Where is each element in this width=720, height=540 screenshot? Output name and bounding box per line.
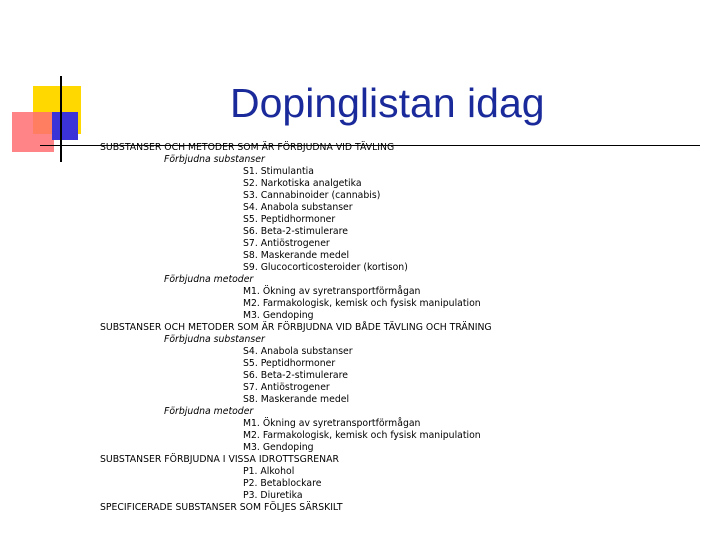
list-item: S5. Peptidhormoner <box>243 358 336 369</box>
list-item: S2. Narkotiska analgetika <box>243 178 362 189</box>
list-item: M2. Farmakologisk, kemisk och fysisk manipulation <box>243 298 481 309</box>
list-item: S9. Glucocorticosteroider (kortison) <box>243 262 408 273</box>
list-item: M2. Farmakologisk, kemisk och fysisk manipulation <box>243 430 481 441</box>
section-heading: SPECIFICERADE SUBSTANSER SOM FÖLJES SÄRSKILT <box>100 502 343 513</box>
list-item: S6. Beta-2-stimulerare <box>243 370 348 381</box>
list-item: S7. Antiöstrogener <box>243 238 330 249</box>
subsection-heading: Förbjudna substanser <box>164 334 265 345</box>
list-item: M1. Ökning av syretransportförmågan <box>243 418 421 429</box>
list-item: M3. Gendoping <box>243 310 314 321</box>
decor-blue-square <box>52 112 78 140</box>
list-item: S3. Cannabinoider (cannabis) <box>243 190 381 201</box>
list-item: S8. Maskerande medel <box>243 394 350 405</box>
list-item: S4. Anabola substanser <box>243 202 353 213</box>
list-item: S7. Antiöstrogener <box>243 382 330 393</box>
list-item: P2. Betablockare <box>243 478 322 489</box>
subsection-heading: Förbjudna metoder <box>164 406 254 417</box>
list-item: S8. Maskerande medel <box>243 250 350 261</box>
list-item: M3. Gendoping <box>243 442 314 453</box>
slide-title: Dopinglistan idag <box>230 80 545 126</box>
list-item: M1. Ökning av syretransportförmågan <box>243 286 421 297</box>
list-item: S6. Beta-2-stimulerare <box>243 226 348 237</box>
decor-vertical-line <box>60 76 62 162</box>
section-heading: SUBSTANSER FÖRBJUDNA I VISSA IDROTTSGRENAR <box>100 454 339 465</box>
list-item: P3. Diuretika <box>243 490 303 501</box>
list-item: S5. Peptidhormoner <box>243 214 336 225</box>
subsection-heading: Förbjudna metoder <box>164 274 254 285</box>
subsection-heading: Förbjudna substanser <box>164 154 265 165</box>
section-heading: SUBSTANSER OCH METODER SOM ÄR FÖRBJUDNA VID TÄVLING <box>100 142 395 153</box>
list-item: S1. Stimulantia <box>243 166 314 177</box>
list-item: S4. Anabola substanser <box>243 346 353 357</box>
decor-red-square <box>12 112 54 152</box>
list-item: P1. Alkohol <box>243 466 295 477</box>
section-heading: SUBSTANSER OCH METODER SOM ÄR FÖRBJUDNA VID BÅDE TÄVLING OCH TRÄNING <box>100 322 492 333</box>
